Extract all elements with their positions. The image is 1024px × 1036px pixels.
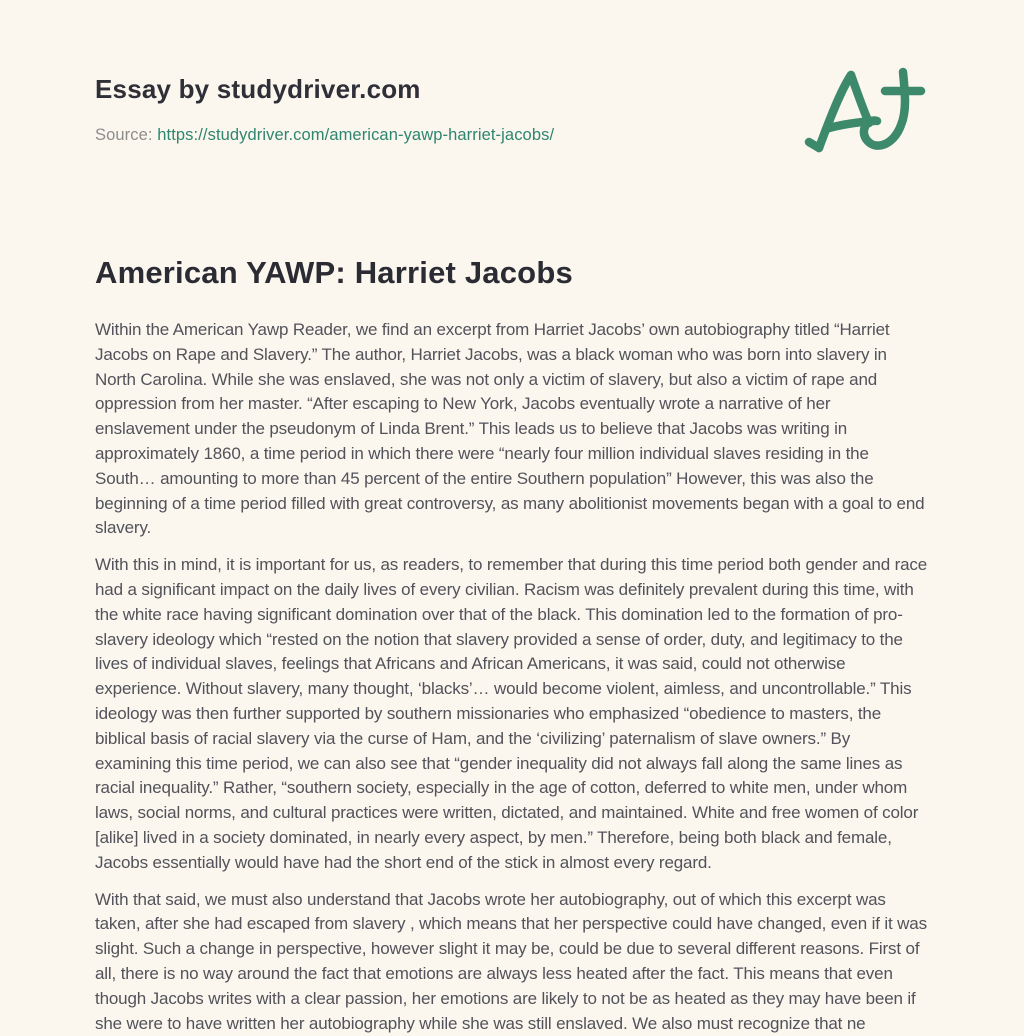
- article-paragraph: With this in mind, it is important for us, as readers, to remember that during this time period both gender and race had a significant impact on the daily lives of every civilian. Racism was definitely prevalent during this time, with the white race having significant domination over that of the black. This domination led to the formation of pro-slavery ideology which “rested on the notion that slavery provided a sense of order, duty, and legitimacy to the lives of individual slaves, feelings that Africans and African Americans, it was said, could not otherwise experience. Without slavery, many thought, ‘blacks’… would become violent, aimless, and uncontrollable.” This ideology was then further supported by southern missionaries who emphasized “obedience to masters, the biblical basis of racial slavery via the curse of Ham, and the ‘civilizing’ paternalism of slave owners.” By examining this time period, we can also see that “gender inequality did not always fall along the same lines as racial inequality.” Rather, “southern society, especially in the age of cotton, deferred to white men, under whom laws, social norms, and cultural practices were written, dictated, and maintained. White and free women of color [alike] lived in a society dominated, in nearly every aspect, by men.” Therefore, being both black and female, Jacobs essentially would have had the short end of the stick in almost every regard.: [95, 555, 928, 872]
- article-title: American YAWP: Harriet Jacobs: [95, 255, 573, 290]
- article-body: [95, 318, 928, 1036]
- document-header: [95, 0, 928, 145]
- source-label: Source:: [95, 126, 153, 144]
- site-title: Essay by studydriver.com: [95, 74, 421, 104]
- article-paragraph: Within the American Yawp Reader, we find an excerpt from Harriet Jacobs’ own autobiography titled “Harriet Jacobs on Rape and Slavery.” The author, Harriet Jacobs, was a black woman who was born into slavery in North Carolina. While she was enslaved, she was not only a victim of slavery, but also a victim of rape and oppression from her master. “After escaping to New York, Jacobs eventually wrote a narrative of her enslavement under the pseudonym of Linda Brent.” This leads us to believe that Jacobs was writing in approximately 1860, a time period in which there were “nearly four million individual slaves residing in the South… amounting to more than 45 percent of the entire Southern population” However, this was also the beginning of a time period filled with great controversy, as many abolitionist movements began with a goal to end slavery.: [95, 320, 925, 538]
- source-url-link[interactable]: https://studydriver.com/american-yawp-harriet-jacobs/: [157, 126, 555, 144]
- article-paragraph: With that said, we must also understand that Jacobs wrote her autobiography, out of which this excerpt was taken, after she had escaped from slavery , which means that her perspective could have changed, even if it was slight. Such a change in perspective, however slight it may be, could be due to several different reasons. First of all, there is no way around the fact that emotions are always less heated after the fact. This means that even though Jacobs writes with a clear passion, her emotions are likely to not be as heated as they may have been if she were to have written her autobiography while she was still enslaved. We also must recognize that ne: [95, 889, 927, 1033]
- studydriver-a-plus-logo: [804, 66, 928, 166]
